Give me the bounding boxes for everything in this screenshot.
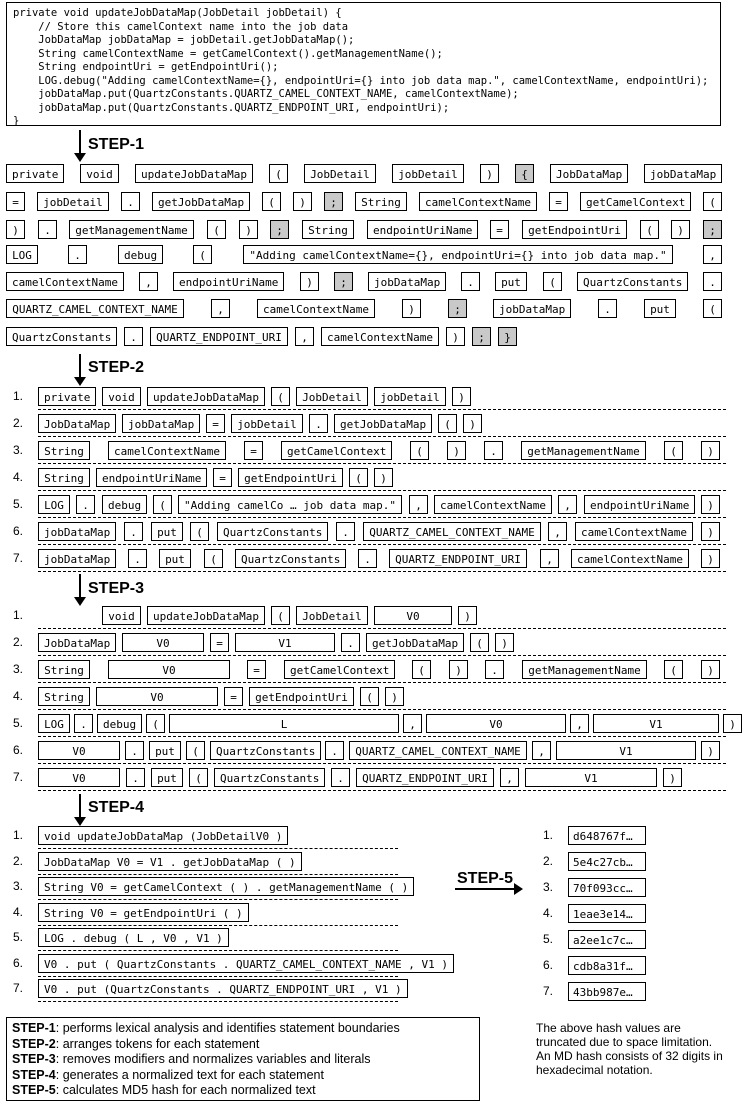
step2-label: STEP-2 — [88, 359, 145, 376]
step1-token: endpointUriName — [367, 220, 478, 239]
step1-token: "Adding camelContextName={}, endpointUri={} into job data map." — [243, 245, 673, 264]
step2-token: ( — [349, 468, 368, 487]
step2-token: ) — [447, 441, 466, 460]
step3-separator — [38, 628, 726, 629]
step2-token: ( — [438, 414, 457, 433]
step3-token: ( — [271, 606, 290, 625]
step1-token: . — [598, 299, 617, 318]
step2-token: debug — [102, 495, 147, 514]
step2-token: jobDetail — [374, 387, 446, 406]
step3-arrow — [79, 574, 81, 604]
step3-token: QuartzConstants — [210, 741, 321, 760]
step2-token: JobDetail — [296, 387, 368, 406]
step1-token: . — [121, 192, 140, 211]
legend-box — [6, 1017, 480, 1101]
step3-token: ( — [360, 687, 379, 706]
step2-token: "Adding camelCo … job data map." — [178, 495, 402, 514]
step2-token: getEndpointUri — [238, 468, 343, 487]
step5-hash-value: a2ee1c7c… — [568, 930, 646, 949]
step4-line-number: 1. — [13, 828, 24, 842]
step2-token: getCamelContext — [281, 441, 392, 460]
legend-item: STEP-4: generates a normalized text for each statement — [12, 1067, 324, 1082]
step1-token: ; — [324, 192, 343, 211]
step1-label: STEP-1 — [88, 136, 145, 153]
step1-token: ) — [6, 220, 25, 239]
step2-token: jobDataMap — [38, 549, 116, 568]
step2-token: QuartzConstants — [217, 522, 328, 541]
step2-token: endpointUriName — [96, 468, 207, 487]
step1-token: ( — [640, 220, 659, 239]
step4-separator — [38, 899, 398, 900]
step2-token: ( — [190, 522, 209, 541]
step5-hash-value: cdb8a31f… — [568, 956, 646, 975]
step3-token: = — [224, 687, 243, 706]
step1-token: . — [68, 245, 87, 264]
step1-token: jobDetail — [37, 192, 109, 211]
step2-separator — [38, 517, 726, 518]
step3-token: ) — [385, 687, 404, 706]
step1-arrow — [79, 130, 81, 160]
step2-token: String — [38, 441, 90, 460]
step1-token: = — [6, 192, 25, 211]
step2-separator — [38, 544, 726, 545]
step2-line-number: 6. — [13, 524, 24, 538]
step2-token: camelContextName — [434, 495, 552, 514]
step2-token: ) — [701, 495, 720, 514]
step3-separator — [38, 736, 726, 737]
step3-token: ) — [449, 660, 468, 679]
step1-token: ) — [446, 327, 465, 346]
step2-token: = — [244, 441, 263, 460]
step3-token: void — [102, 606, 141, 625]
step1-token: QUARTZ_CAMEL_CONTEXT_NAME — [6, 299, 184, 318]
step3-token: getEndpointUri — [249, 687, 354, 706]
step5-line-number: 5. — [543, 932, 554, 946]
step3-token: QuartzConstants — [214, 768, 325, 787]
step4-line-number: 7. — [13, 981, 24, 995]
step1-token: ( — [262, 192, 281, 211]
step1-token: camelContextName — [6, 272, 124, 291]
step4-normalized-text: V0 . put (QuartzConstants . QUARTZ_ENDPOINT_URI , V1 ) — [38, 979, 408, 998]
step2-token: . — [128, 549, 147, 568]
step1-token: ( — [703, 192, 722, 211]
step3-token: JobDetail — [296, 606, 368, 625]
step1-token: ) — [671, 220, 690, 239]
step1-token: ( — [207, 220, 226, 239]
step2-token: put — [159, 549, 191, 568]
step1-token: = — [490, 220, 509, 239]
step1-token: { — [515, 164, 534, 183]
step2-separator — [38, 490, 726, 491]
step3-label: STEP-3 — [88, 580, 145, 597]
step3-token: , — [570, 714, 589, 733]
step2-token: camelContextName — [108, 441, 226, 460]
step2-separator — [38, 409, 726, 410]
step3-token: put — [151, 768, 183, 787]
step3-token: ( — [186, 741, 205, 760]
step1-token: jobDataMap — [644, 164, 722, 183]
step2-line-number: 1. — [13, 389, 24, 403]
step1-token: . — [461, 272, 480, 291]
step3-token: ) — [495, 633, 514, 652]
step5-line-number: 6. — [543, 958, 554, 972]
step2-token: ) — [701, 522, 720, 541]
step2-token: String — [38, 468, 90, 487]
step2-separator — [38, 436, 726, 437]
step3-line-number: 2. — [13, 635, 24, 649]
step1-token: JobDataMap — [550, 164, 628, 183]
step2-separator — [38, 571, 726, 572]
step3-token: ) — [663, 768, 682, 787]
step3-line-number: 6. — [13, 743, 24, 757]
step3-token: , — [500, 768, 519, 787]
step3-token: String — [38, 687, 90, 706]
step2-token: = — [213, 468, 232, 487]
step3-token: . — [74, 714, 93, 733]
step2-token: camelContextName — [575, 522, 693, 541]
step2-token: ) — [701, 549, 720, 568]
step5-label: STEP-5 — [457, 870, 514, 887]
step3-token: V0 — [374, 606, 452, 625]
step3-token: getJobDataMap — [366, 633, 464, 652]
step2-token: . — [358, 549, 377, 568]
step1-token: jobDetail — [392, 164, 464, 183]
step1-token: JobDetail — [304, 164, 376, 183]
step3-token: . — [126, 768, 145, 787]
step2-token: jobDataMap — [122, 414, 200, 433]
step3-token: ( — [189, 768, 208, 787]
step3-token: QUARTZ_CAMEL_CONTEXT_NAME — [349, 741, 527, 760]
step1-token: void — [80, 164, 119, 183]
step2-token: ) — [701, 441, 720, 460]
step2-token: , — [540, 549, 559, 568]
step3-token: put — [149, 741, 181, 760]
step2-token: . — [336, 522, 355, 541]
step3-token: V1 — [235, 633, 335, 652]
step4-normalized-text: V0 . put ( QuartzConstants . QUARTZ_CAMEL_CONTEXT_NAME , V1 ) — [38, 954, 454, 973]
step3-token: . — [331, 768, 350, 787]
step1-token: QUARTZ_ENDPOINT_URI — [150, 327, 288, 346]
step1-token: = — [549, 192, 568, 211]
step1-token: , — [703, 245, 722, 264]
step3-token: . — [485, 660, 504, 679]
step1-token: ) — [480, 164, 499, 183]
step1-token: ( — [269, 164, 288, 183]
legend-item: STEP-3: removes modifiers and normalizes variables and literals — [12, 1052, 371, 1066]
step2-token: ( — [204, 549, 223, 568]
step3-token: = — [247, 660, 266, 679]
step1-token: ( — [193, 245, 212, 264]
step2-token: void — [102, 387, 141, 406]
step1-token: ; — [270, 220, 289, 239]
step2-token: = — [206, 414, 225, 433]
step4-normalized-text: JobDataMap V0 = V1 . getJobDataMap ( ) — [38, 852, 302, 871]
step2-token: getJobDataMap — [334, 414, 432, 433]
step2-token: . — [309, 414, 328, 433]
step3-separator — [38, 655, 726, 656]
step1-token: camelContextName — [257, 299, 375, 318]
step3-token: V0 — [122, 633, 204, 652]
step3-token: ) — [458, 606, 477, 625]
step4-line-number: 2. — [13, 853, 24, 868]
step2-token: updateJobDataMap — [147, 387, 265, 406]
step1-token: QuartzConstants — [6, 327, 117, 346]
step5-line-number: 4. — [543, 906, 554, 920]
step3-separator — [38, 682, 726, 683]
step2-token: . — [124, 522, 143, 541]
step4-arrow — [79, 794, 81, 824]
step3-token: , — [403, 714, 422, 733]
step2-token: JobDataMap — [38, 414, 116, 433]
step3-line-number: 3. — [13, 662, 24, 676]
step2-token: . — [76, 495, 95, 514]
step1-token: ; — [703, 220, 722, 239]
step4-normalized-text: String V0 = getCamelContext ( ) . getManagementName ( ) — [38, 877, 414, 896]
step4-separator — [38, 1001, 398, 1002]
step3-line-number: 7. — [13, 770, 24, 784]
step1-token: updateJobDataMap — [135, 164, 253, 183]
step2-line-number: 3. — [13, 443, 24, 457]
step3-line-number: 5. — [13, 716, 24, 730]
step4-line-number: 6. — [13, 955, 24, 970]
step1-token: jobDataMap — [493, 299, 571, 318]
step3-token: ) — [701, 660, 720, 679]
step2-token: QUARTZ_ENDPOINT_URI — [389, 549, 527, 568]
step4-separator — [38, 874, 398, 875]
step1-token: debug — [118, 245, 163, 264]
step2-token: ) — [374, 468, 393, 487]
step2-token: . — [484, 441, 503, 460]
step3-token: debug — [97, 714, 142, 733]
step5-hash-value: 5e4c27cb… — [568, 852, 646, 871]
step4-separator — [38, 848, 398, 849]
step1-token: put — [495, 272, 527, 291]
step5-hash-value: d648767f… — [568, 826, 646, 845]
step3-token: . — [125, 741, 144, 760]
step3-token: V0 — [38, 768, 120, 787]
step3-line-number: 4. — [13, 689, 24, 703]
step4-separator — [38, 950, 398, 951]
step2-token: ( — [410, 441, 429, 460]
step5-line-number: 2. — [543, 854, 554, 868]
step1-token: QuartzConstants — [577, 272, 688, 291]
step1-token: endpointUriName — [173, 272, 284, 291]
step5-hash-value: 70f093cc… — [568, 878, 646, 897]
step1-token: String — [355, 192, 407, 211]
step1-token: ; — [334, 272, 353, 291]
step3-token: V1 — [593, 714, 719, 733]
step1-token: ( — [703, 299, 722, 318]
step1-token: ) — [293, 192, 312, 211]
step1-token: put — [644, 299, 676, 318]
step1-token: getEndpointUri — [522, 220, 627, 239]
step3-token: V1 — [556, 741, 696, 760]
step2-token: , — [548, 522, 567, 541]
step1-token: } — [498, 327, 517, 346]
step1-token: , — [139, 272, 158, 291]
step2-token: ) — [463, 414, 482, 433]
step5-line-number: 3. — [543, 880, 554, 894]
step1-token: , — [295, 327, 314, 346]
step3-token: ( — [664, 660, 683, 679]
step1-token: ; — [472, 327, 491, 346]
step2-token: LOG — [38, 495, 70, 514]
step1-token: getManagementName — [69, 220, 194, 239]
step4-separator — [38, 925, 398, 926]
step2-separator — [38, 463, 726, 464]
step4-normalized-text: void updateJobDataMap (JobDetailV0 ) — [38, 826, 288, 845]
step3-token: getManagementName — [522, 660, 647, 679]
legend-item: STEP-5: calculates MD5 hash for each normalized text — [12, 1083, 316, 1097]
step1-token: ) — [402, 299, 421, 318]
step1-token: camelContextName — [419, 192, 537, 211]
step2-line-number: 7. — [13, 551, 24, 565]
step3-separator — [38, 709, 726, 710]
step5-arrow — [455, 888, 521, 890]
legend-item: STEP-2: arranges tokens for each statement — [12, 1036, 260, 1051]
step5-hash-value: 43bb987e… — [568, 982, 646, 1001]
step3-token: V0 — [96, 687, 218, 706]
step2-token: endpointUriName — [584, 495, 695, 514]
step3-token: ( — [470, 633, 489, 652]
step1-token: , — [211, 299, 230, 318]
step2-token: getManagementName — [521, 441, 646, 460]
step1-token: . — [38, 220, 57, 239]
step1-token: . — [124, 327, 143, 346]
step2-token: ( — [153, 495, 172, 514]
step2-line-number: 4. — [13, 470, 24, 484]
step1-token: String — [302, 220, 354, 239]
step1-token: jobDataMap — [368, 272, 446, 291]
step2-line-number: 5. — [13, 497, 24, 511]
step2-token: , — [409, 495, 428, 514]
step5-line-number: 1. — [543, 828, 554, 842]
step3-token: . — [325, 741, 344, 760]
step3-token: , — [532, 741, 551, 760]
step3-token: V0 — [108, 660, 230, 679]
step3-token: getCamelContext — [284, 660, 395, 679]
step3-token: ( — [412, 660, 431, 679]
legend-item: STEP-1: performs lexical analysis and identifies statement boundaries — [12, 1021, 400, 1035]
step4-normalized-text: String V0 = getEndpointUri ( ) — [38, 903, 249, 922]
step1-token: private — [6, 164, 64, 183]
step1-token: ( — [543, 272, 562, 291]
step3-token: ) — [701, 741, 720, 760]
step3-token: JobDataMap — [38, 633, 116, 652]
step2-token: camelContextName — [571, 549, 689, 568]
step3-token: = — [210, 633, 229, 652]
step3-token: ( — [146, 714, 165, 733]
step1-token: camelContextName — [321, 327, 439, 346]
step3-token: LOG — [38, 714, 70, 733]
step5-hash-value: 1eae3e14… — [568, 904, 646, 923]
step2-token: ( — [664, 441, 683, 460]
step2-line-number: 2. — [13, 416, 24, 430]
step5-line-number: 7. — [543, 984, 554, 998]
step3-separator — [38, 790, 726, 791]
step3-separator — [38, 763, 726, 764]
step1-token: ; — [448, 299, 467, 318]
step1-token: getJobDataMap — [152, 192, 250, 211]
step3-token: updateJobDataMap — [147, 606, 265, 625]
step1-token: LOG — [6, 245, 38, 264]
step2-token: , — [558, 495, 577, 514]
step3-token: ) — [723, 714, 742, 733]
step2-token: QuartzConstants — [235, 549, 346, 568]
step3-token: V0 — [38, 741, 120, 760]
step4-line-number: 5. — [13, 930, 24, 944]
step4-line-number: 3. — [13, 879, 24, 893]
step2-token: private — [38, 387, 96, 406]
step4-normalized-text: LOG . debug ( L , V0 , V1 ) — [38, 928, 229, 947]
step3-token: L — [169, 714, 399, 733]
step2-token: ( — [271, 387, 290, 406]
step1-token: ) — [300, 272, 319, 291]
step2-token: put — [151, 522, 183, 541]
step3-token: QUARTZ_ENDPOINT_URI — [356, 768, 494, 787]
step4-label: STEP-4 — [88, 799, 145, 816]
step3-token: V1 — [525, 768, 657, 787]
step2-token: jobDetail — [231, 414, 303, 433]
step2-token: jobDataMap — [38, 522, 116, 541]
source-code-box: private void updateJobDataMap(JobDetail jobDetail) { // Store this camelContext name into the job data JobDataMap jobDataMap = jobDetail.getJobDataMap(); String camelContextName = getCamelContext().getManagementName(); String endpointUri = getEndpointUri(); LOG.debug("Adding camelContextName={}, endpointUri={} into job data map.", camelContextName, endpointUri); jobDataMap.put(QuartzConstants.QUARTZ_CAMEL_CONTEXT_NAME, camelContextName); jobDataMap.put(QuartzConstants.QUARTZ_ENDPOINT_URI, endpointUri); } — [6, 2, 721, 126]
step4-separator — [38, 976, 398, 977]
step3-line-number: 1. — [13, 608, 24, 622]
step3-token: V0 — [426, 714, 566, 733]
step1-token: . — [703, 272, 722, 291]
step3-token: . — [341, 633, 360, 652]
step3-token: String — [38, 660, 90, 679]
hash-note: The above hash values are truncated due to space limitation. An MD hash consists of 32 digits in hexadecimal notation. — [536, 1021, 723, 1077]
step2-arrow — [79, 354, 81, 384]
step1-token: getCamelContext — [580, 192, 691, 211]
step2-token: QUARTZ_CAMEL_CONTEXT_NAME — [363, 522, 541, 541]
step4-line-number: 4. — [13, 904, 24, 919]
step2-token: ) — [452, 387, 471, 406]
step1-token: ) — [239, 220, 258, 239]
